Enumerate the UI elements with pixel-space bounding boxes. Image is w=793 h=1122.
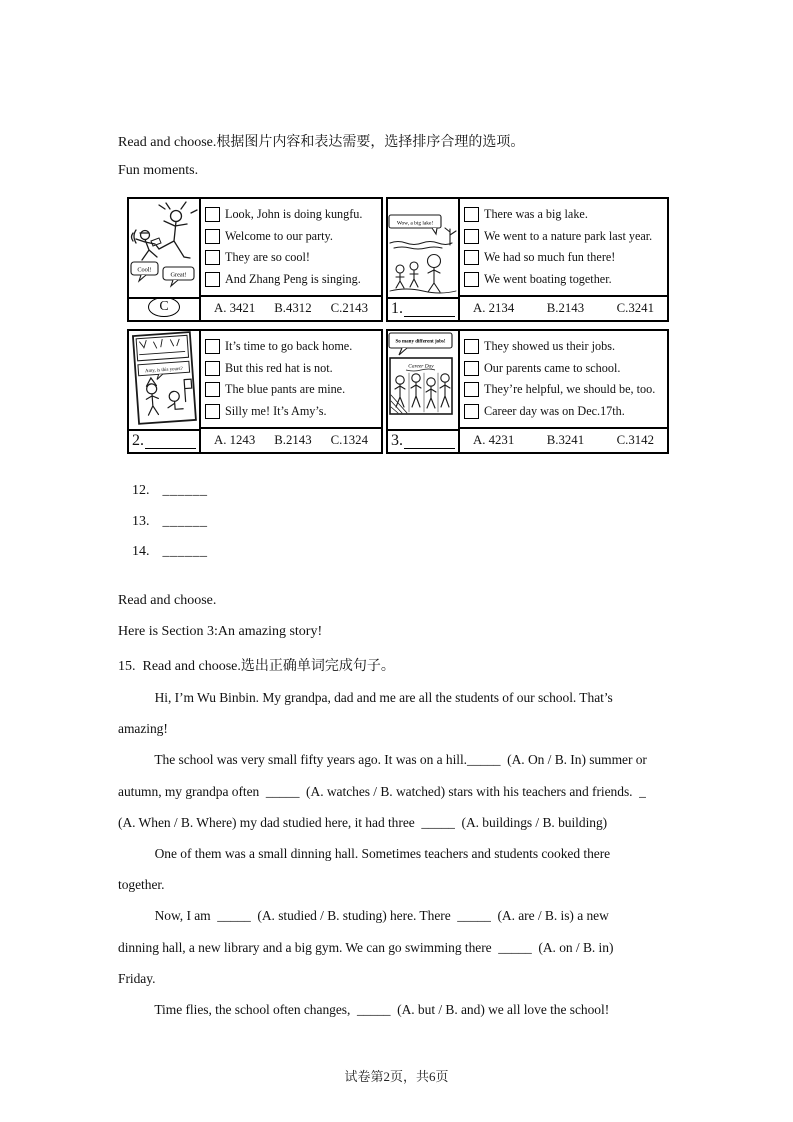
- option-a: A. 1243: [214, 433, 256, 447]
- item-text: Silly me! It’s Amy’s.: [225, 403, 327, 418]
- option-c: C.3142: [616, 433, 654, 447]
- matching-cell-party: [127, 197, 383, 322]
- item-text: We went boating together.: [484, 271, 612, 286]
- section-3-intro: Here is Section 3:An amazing story!: [118, 624, 323, 639]
- speech-bubble-jobs: So many different jobs!: [395, 339, 446, 345]
- answer-blank[interactable]: ______: [162, 544, 208, 559]
- passage-line: together.: [118, 877, 165, 893]
- option-b: B.2143: [546, 301, 585, 315]
- option-a: A. 4231: [473, 433, 515, 447]
- options-row: [460, 295, 667, 320]
- speech-bubble-lake: Wow, a big lake!: [396, 220, 434, 227]
- passage-line: Friday.: [118, 970, 156, 986]
- option-c: C.1324: [330, 433, 368, 447]
- item-text: They showed us their jobs.: [484, 339, 615, 354]
- checkbox[interactable]: [464, 382, 479, 397]
- read-and-choose-heading: Read and choose.: [118, 593, 217, 608]
- question-14-row: [118, 528, 208, 576]
- question-number: 1.: [391, 300, 403, 317]
- question-number: 2.: [132, 432, 144, 449]
- item-text: We had so much fun there!: [484, 250, 616, 265]
- sentence-item: [205, 229, 380, 244]
- item-text: There was a big lake.: [484, 207, 588, 222]
- item-text: They’re helpful, we should be, too.: [484, 382, 656, 397]
- passage-line: (A. When / B. Where) my dad studied here, it had three _____ (A. buildings / B. building): [118, 814, 608, 830]
- checkbox[interactable]: [464, 229, 479, 244]
- checkbox[interactable]: [205, 272, 220, 287]
- checkbox[interactable]: [205, 361, 220, 376]
- photo-illustration: [129, 331, 199, 429]
- kungfu-party-illustration: [129, 199, 199, 297]
- matching-table: [127, 197, 669, 454]
- speech-bubble-cool: Cool!: [137, 266, 152, 274]
- cloze-passage: [118, 682, 684, 1025]
- checkbox[interactable]: [464, 361, 479, 376]
- sentence-item: [464, 361, 666, 376]
- sentence-item: [464, 207, 666, 222]
- passage-line: Hi, I’m Wu Binbin. My grandpa, dad and me are all the students of our school. That’s: [118, 690, 613, 705]
- answer-blank[interactable]: [404, 304, 455, 317]
- answer-blank[interactable]: [404, 436, 455, 449]
- passage-line: amazing!: [118, 721, 168, 737]
- option-a: A. 2134: [473, 301, 515, 315]
- sentence-item: [464, 382, 666, 397]
- item-text: Our parents came to school.: [484, 360, 621, 375]
- sentence-item: [464, 250, 666, 265]
- checkbox[interactable]: [205, 339, 220, 354]
- options-row: [460, 427, 667, 452]
- sentence-item: [205, 404, 380, 419]
- matching-cell-career-day: [386, 329, 669, 454]
- lake-illustration: [388, 199, 458, 297]
- checkbox[interactable]: [205, 382, 220, 397]
- sentence-item: [464, 272, 666, 287]
- checkbox[interactable]: [464, 250, 479, 265]
- option-c: C.3241: [616, 301, 654, 315]
- sentence-item: [464, 339, 666, 354]
- question-number: 13.: [132, 514, 150, 529]
- speech-bubble-amy: Amy, is this yours?: [144, 366, 183, 375]
- sentence-item: [464, 404, 666, 419]
- passage-line: autumn, my grandpa often _____ (A. watches / B. watched) stars with his teachers and friends. _: [118, 783, 646, 799]
- sentence-item: [205, 250, 380, 265]
- option-c: C.2143: [330, 301, 368, 315]
- answer-letter-circled: C: [148, 297, 180, 317]
- question-15-heading: 15. Read and choose.选出正确单词完成句子。: [118, 659, 395, 674]
- option-a: A. 3421: [214, 301, 256, 315]
- question-number: 14.: [132, 544, 150, 559]
- question-number: 3.: [391, 432, 403, 449]
- page-footer: 试卷第2页，共6页: [344, 1069, 449, 1084]
- sentence-item: [205, 339, 380, 354]
- item-text: It’s time to go back home.: [225, 339, 353, 354]
- checkbox[interactable]: [205, 207, 220, 222]
- option-b: B.2143: [274, 433, 312, 447]
- item-text: But this red hat is not.: [225, 360, 333, 375]
- sentence-item: [205, 272, 380, 287]
- career-day-caption: Career Day: [408, 363, 434, 370]
- option-b: B.3241: [546, 433, 585, 447]
- career-day-illustration: [388, 331, 458, 429]
- checkbox[interactable]: [205, 404, 220, 419]
- option-b: B.4312: [274, 301, 312, 315]
- checkbox[interactable]: [205, 250, 220, 265]
- speech-bubble-great: Great!: [170, 271, 187, 279]
- item-text: They are so cool!: [225, 250, 310, 265]
- item-text: We went to a nature park last year.: [484, 228, 653, 243]
- checkbox[interactable]: [464, 272, 479, 287]
- matching-cell-lake: [386, 197, 669, 322]
- section-instruction: Read and choose.根据图片内容和表达需要，选择排序合理的选项。: [118, 135, 525, 150]
- answer-blank[interactable]: [145, 436, 196, 449]
- options-row: [201, 427, 381, 452]
- checkbox[interactable]: [464, 207, 479, 222]
- checkbox[interactable]: [464, 339, 479, 354]
- passage-line: dinning hall, a new library and a big gym. We can go swimming there _____ (A. on / B. in): [118, 939, 614, 955]
- answer-blank[interactable]: ______: [162, 514, 208, 529]
- sentence-item: [205, 361, 380, 376]
- sentence-item: [464, 229, 666, 244]
- item-text: The blue pants are mine.: [225, 382, 346, 397]
- passage-line: Now, I am _____ (A. studied / B. studing) here. There _____ (A. are / B. is) a new: [118, 908, 609, 924]
- passage-line: Time flies, the school often changes, _____ (A. but / B. and) we all love the school!: [118, 1001, 610, 1017]
- item-text: Look, John is doing kungfu.: [225, 207, 363, 222]
- options-row: [201, 295, 381, 320]
- item-text: And Zhang Peng is singing.: [225, 271, 361, 286]
- passage-line: One of them was a small dinning hall. Sometimes teachers and students cooked there: [118, 845, 611, 861]
- item-text: Career day was on Dec.17th.: [484, 403, 625, 418]
- exercise-title: Fun moments.: [118, 163, 199, 178]
- question-number: 12.: [132, 483, 150, 498]
- sentence-item: [205, 207, 380, 222]
- answer-blank[interactable]: ______: [162, 483, 208, 498]
- matching-cell-photo: [127, 329, 383, 454]
- item-text: Welcome to our party.: [225, 228, 333, 243]
- passage-line: The school was very small fifty years ago. It was on a hill._____ (A. On / B. In) summer or: [118, 752, 647, 768]
- sentence-item: [205, 382, 380, 397]
- checkbox[interactable]: [464, 404, 479, 419]
- checkbox[interactable]: [205, 229, 220, 244]
